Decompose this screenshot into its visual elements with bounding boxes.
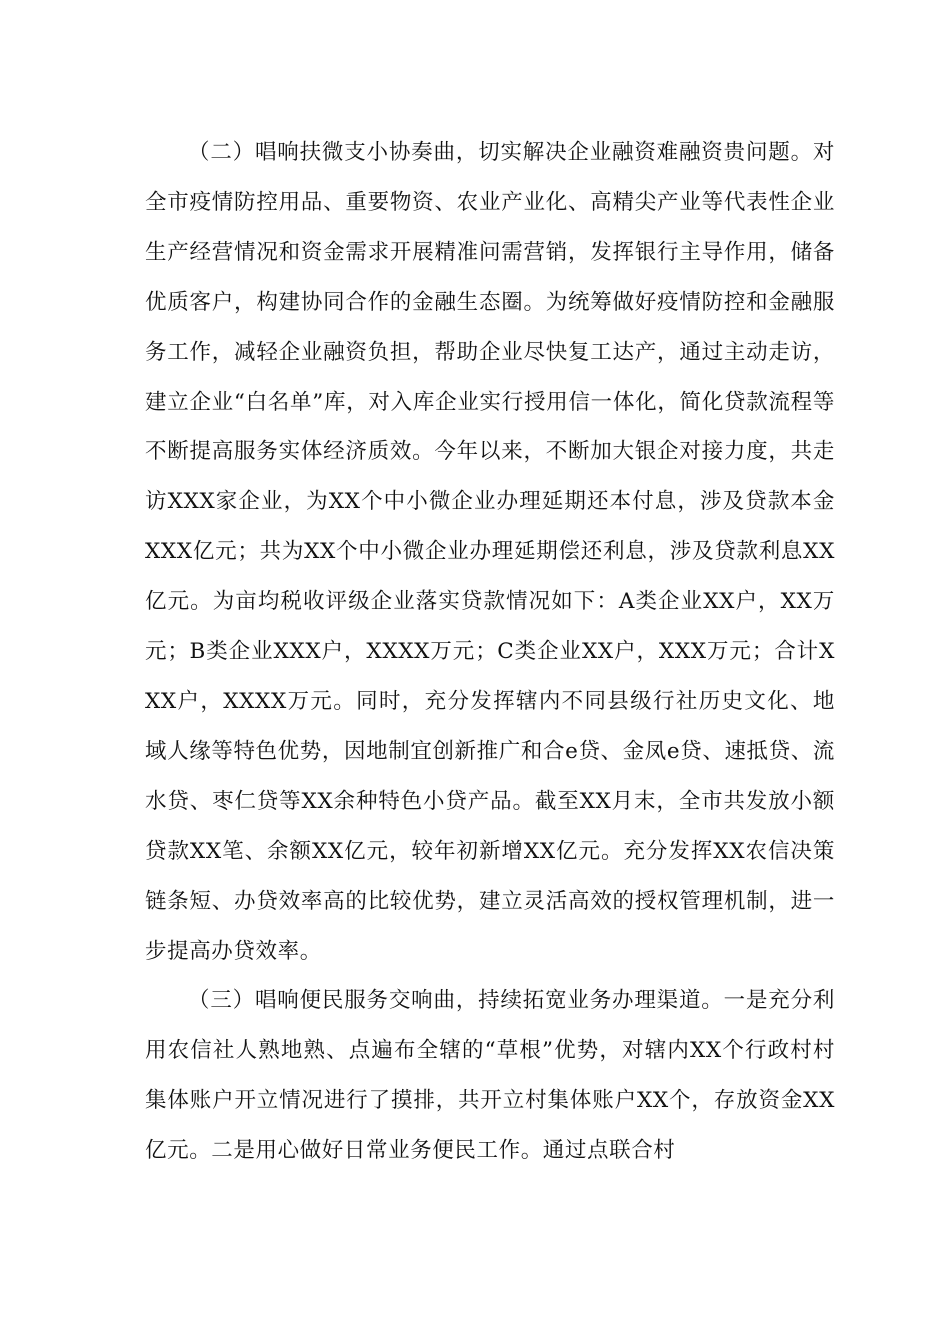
- document-page: [145, 128, 835, 1176]
- paragraph-2: （二）唱响扶微支小协奏曲，切实解决企业融资难融资贵问题。对全市疫情防控用品、重要物资、农业产业化、高精尖产业等代表性企业生产经营情况和资金需求开展精准问需营销，发挥银行主导作用，储备优质客户，构建协同合作的金融生态圈。为统筹做好疫情防控和金融服务工作，减轻企业融资负担，帮助企业尽快复工达产，通过主动走访，建立企业“白名单”库，对入库企业实行授用信一体化，简化贷款流程等不断提高服务实体经济质效。今年以来，不断加大银企对接力度，共走访XXX家企业，为XX个中小微企业办理延期还本付息，涉及贷款本金XXX亿元；共为XX个中小微企业办理延期偿还利息，涉及贷款利息XX亿元。为亩均税收评级企业落实贷款情况如下：A类企业XX户，XX万元；B类企业XXX户，XXXX万元；C类企业XX户，XXX万元；合计XXX户，XXXX万元。同时，充分发挥辖内不同县级行社历史文化、地域人缘等特色优势，因地制宜创新推广和合e贷、金凤e贷、速抵贷、流水贷、枣仁贷等XX余种特色小贷产品。截至XX月末，全市共发放小额贷款XX笔、余额XX亿元，较年初新增XX亿元。充分发挥XX农信决策链条短、办贷效率高的比较优势，建立灵活高效的授权管理机制，进一步提高办贷效率。: [145, 140, 835, 964]
- paragraph-3: （三）唱响便民服务交响曲，持续拓宽业务办理渠道。一是充分利用农信社人熟地熟、点遍布全辖的“草根”优势，对辖内XX个行政村村集体账户开立情况进行了摸排，共开立村集体账户XX个，存放资金XX亿元。二是用心做好日常业务便民工作。通过点联合村: [145, 988, 835, 1164]
